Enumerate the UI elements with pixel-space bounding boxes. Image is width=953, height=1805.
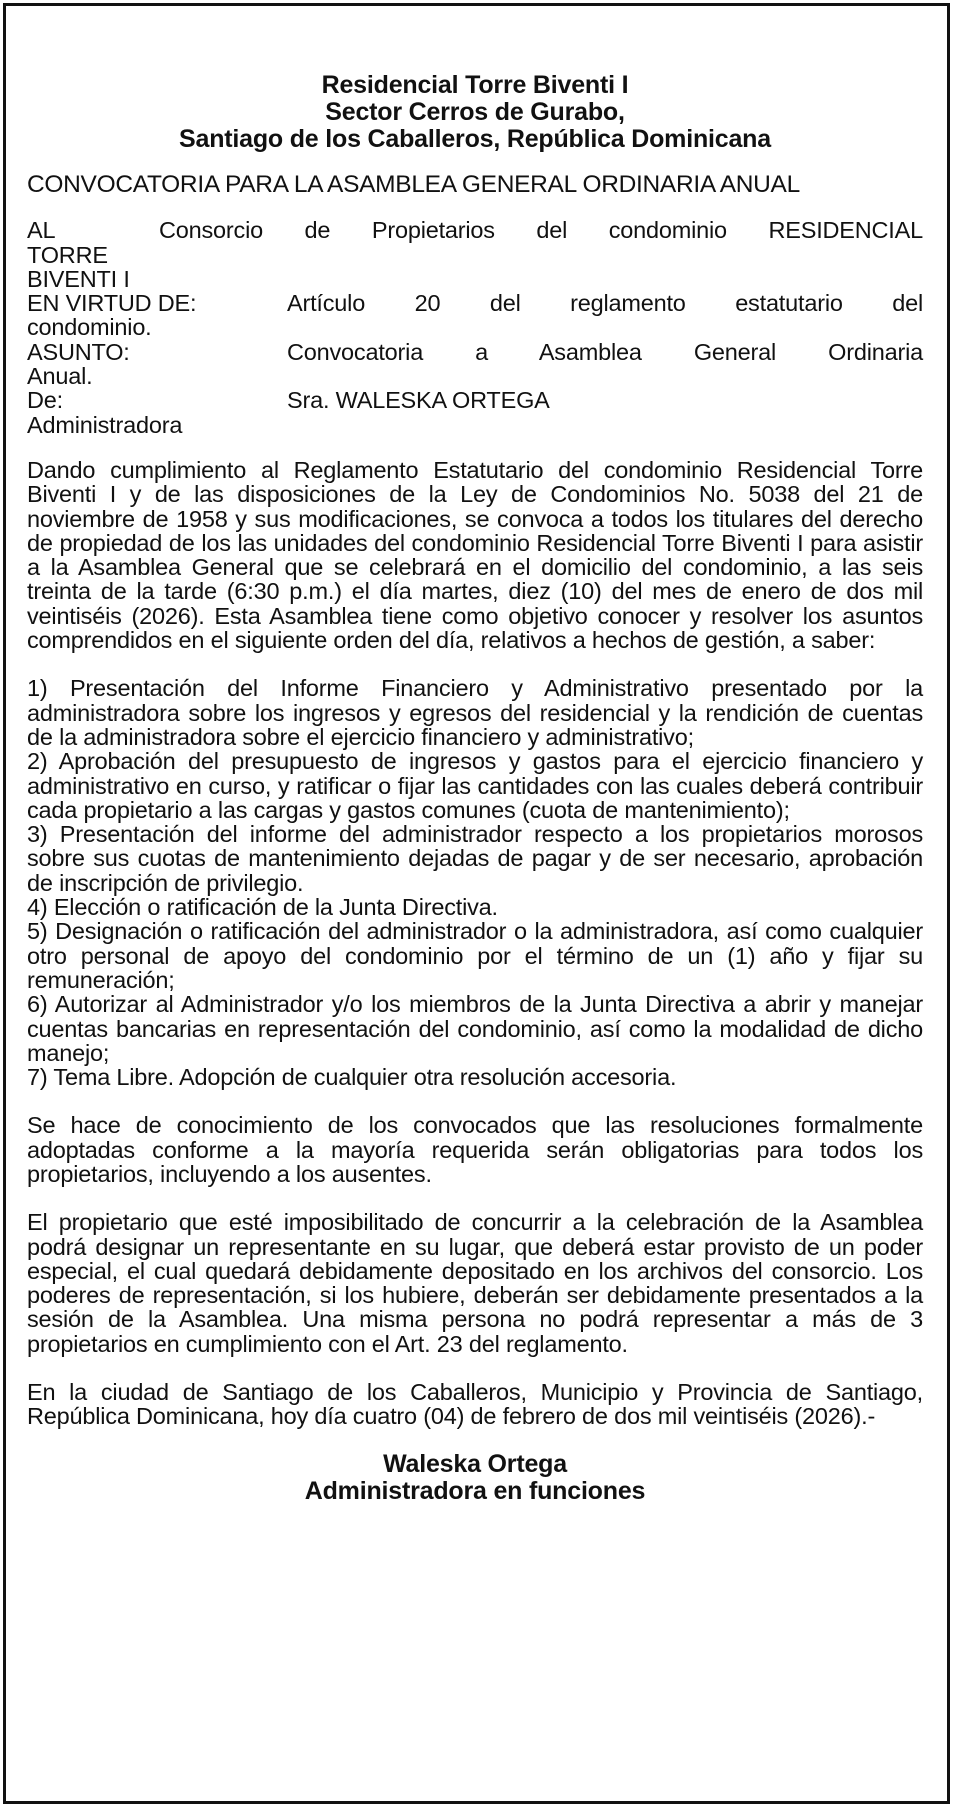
resoluciones-paragraph: Se hace de conocimiento de los convocados que las resoluciones formalmente adoptadas conforme a la mayoría requerida serán obligatorias para todos los propietarios, incluyendo a los ausentes. — [27, 1112, 923, 1187]
agenda-item: 3) Presentación del informe del administrador respecto a los propietarios morosos sobre sus cuotas de mantenimiento dejadas de pagar y de ser necesario, aprobación de inscripción de privilegio. — [27, 821, 923, 896]
meta-al-cont-1: TORRE — [27, 241, 108, 268]
meta-asunto-cont: Anual. — [27, 363, 93, 390]
signature-role: Administradora en funciones — [304, 1476, 646, 1505]
representacion-paragraph: El propietario que esté imposibilitado de concurrir a la celebración de la Asamblea podrá designar un representante en su lugar, que deberá estar provisto de un poder especial, el cual quedará debidamente depositado en los archivos del consorcio. Los poderes de representación, si los hubiere, deberán ser debidamente presentados a la sesión de la Asamblea. Una misma persona no podrá representar a más de 3 propietarios en cumplimiento con el Art. 23 del reglamento. — [27, 1209, 923, 1357]
signature-block — [27, 1451, 923, 1505]
meta-de-label: De: — [27, 387, 63, 414]
meta-al-cont-2: BIVENTI I — [27, 265, 130, 292]
meta-virtud-label: EN VIRTUD DE: — [27, 290, 197, 317]
meta-asunto — [27, 340, 923, 389]
agenda-item: 4) Elección o ratificación de la Junta Directiva. — [27, 894, 498, 921]
agenda-item: 7) Tema Libre. Adopción de cualquier otra resolución accesoria. — [27, 1064, 677, 1091]
document-header — [27, 72, 923, 153]
agenda-item: 1) Presentación del Informe Financiero y Administrativo presentado por la administradora sobre los ingresos y egresos del residencial y la rendición de cuentas de la administradora sobre el ejercicio financiero y administrativo; — [27, 675, 923, 750]
meta-al-value: Consorcio de Propietarios del condominio RESIDENCIAL — [159, 217, 923, 244]
meta-virtud-cont: condominio. — [27, 314, 152, 341]
meta-virtud — [27, 291, 923, 340]
convocatoria-heading: CONVOCATORIA PARA LA ASAMBLEA GENERAL ORDINARIA ANUAL — [27, 171, 800, 198]
header-line-2: Sector Cerros de Gurabo, — [325, 98, 625, 126]
meta-virtud-value: Artículo 20 del reglamento estatutario del — [287, 290, 923, 317]
signature-name: Waleska Ortega — [383, 1449, 567, 1478]
agenda-list — [27, 676, 923, 1089]
meta-al-label: AL — [27, 217, 56, 244]
agenda-item: 5) Designación o ratificación del administrador o la administradora, así como cualquier otro personal de apoyo del condominio por el término de un (1) año y fijar su remuneración; — [27, 918, 923, 993]
intro-paragraph: Dando cumplimiento al Reglamento Estatutario del condominio Residencial Torre Biventi I y de las disposiciones de la Ley de Condominios No. 5038 del 21 de noviembre de 1958 y sus modificaciones, se convoca a todos los titulares del derecho de propiedad de los las unidades del condominio Residencial Torre Biventi I para asistir a la Asamblea General que se celebrará en el domicilio del condominio, a las seis treinta de la tarde (6:30 p.m.) el día martes, diez (10) del mes de enero de dos mil veintiséis (2026). Esta Asamblea tiene como objetivo conocer y resolver los asuntos comprendidos en el siguiente orden del día, relativos a hechos de gestión, a saber: — [27, 456, 923, 654]
fecha-paragraph: En la ciudad de Santiago de los Caballeros, Municipio y Provincia de Santiago, República Dominicana, hoy día cuatro (04) de febrero de dos mil veintiséis (2026).- — [27, 1379, 923, 1430]
meta-asunto-value: Convocatoria a Asamblea General Ordinaria — [287, 338, 923, 365]
header-line-1: Residencial Torre Biventi I — [321, 71, 629, 99]
meta-de-value: Sra. WALESKA ORTEGA — [287, 387, 550, 414]
notice-meta — [27, 218, 923, 437]
meta-de — [27, 388, 923, 437]
meta-al — [27, 218, 923, 291]
header-line-3: Santiago de los Caballeros, República Dominicana — [179, 125, 771, 153]
meta-de-cont: Administradora — [27, 411, 183, 438]
agenda-item: 2) Aprobación del presupuesto de ingresos y gastos para el ejercicio financiero y administrativo en curso, y ratificar o fijar las cantidades con las cuales deberá contribuir cada propietario a las cargas y gastos comunes (cuota de mantenimiento); — [27, 748, 923, 823]
agenda-item: 6) Autorizar al Administrador y/o los miembros de la Junta Directiva a abrir y manejar cuentas bancarias en representación del condominio, así como la modalidad de dicho manejo; — [27, 991, 923, 1066]
meta-asunto-label: ASUNTO: — [27, 338, 130, 365]
document-content — [27, 72, 923, 1505]
